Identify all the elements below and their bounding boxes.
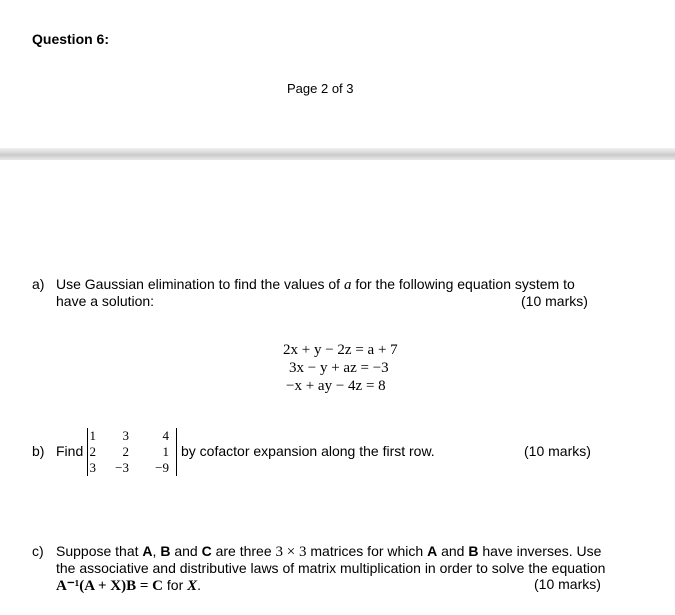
determinant-matrix (87, 428, 177, 476)
matrix-A: A (142, 543, 153, 559)
part-c-dims: 3 × 3 (275, 544, 307, 560)
equation-1: 2x + y − 2z = a + 7 (283, 342, 398, 358)
part-c-end: have inverses. Use (482, 543, 602, 559)
equation-3: −x + ay − 4z = 8 (286, 378, 386, 394)
part-c-post: matrices for which (310, 543, 424, 559)
matrix-cell: −9 (155, 460, 169, 475)
question-title: Question 6: (32, 31, 110, 47)
part-c-line1 (56, 543, 601, 561)
part-a-marks: (10 marks) (521, 293, 588, 309)
equation-2: 3x − y + az = −3 (289, 360, 389, 376)
matrix-cell: 4 (162, 428, 169, 443)
part-a-label: a) (32, 276, 45, 292)
part-c-mid: are three (215, 543, 272, 559)
matrix-X: X (187, 578, 198, 594)
part-c-equation: A⁻¹(A + X)B = C (56, 578, 164, 594)
part-a-var-a: a (343, 277, 352, 293)
part-c-label: c) (32, 543, 44, 559)
part-a-text-line1 (56, 276, 575, 294)
matrix-cell: −3 (115, 460, 129, 475)
page-divider (0, 148, 675, 160)
matrix-B-2: B (468, 543, 479, 559)
part-b-find: Find (56, 443, 84, 459)
part-c-for: for (166, 577, 184, 593)
part-b-label: b) (32, 443, 45, 459)
part-c-marks: (10 marks) (534, 576, 601, 592)
part-c-and-2: and (441, 543, 465, 559)
part-c-period: . (197, 577, 202, 593)
part-c-line2: the associative and distributive laws of matrix multiplication in order to solve the equation (56, 560, 606, 576)
part-a-text-pre: Use Gaussian elimination to find the values of (56, 276, 341, 292)
matrix-C: C (201, 543, 212, 559)
part-a-text-post: for the following equation system to (355, 276, 575, 292)
matrix-cell: 1 (162, 444, 169, 459)
part-b-marks: (10 marks) (524, 443, 591, 459)
matrix-cell: 2 (122, 444, 129, 459)
matrix-cell: 3 (122, 428, 129, 443)
part-b-text: by cofactor expansion along the first row. (181, 443, 435, 459)
matrix-cell: 1 (89, 428, 96, 443)
part-c-line3 (56, 576, 201, 595)
part-c-pre: Suppose that (56, 543, 139, 559)
matrix-cell: 2 (89, 444, 96, 459)
matrix-cell: 3 (89, 460, 96, 475)
matrix-A-2: A (427, 543, 438, 559)
part-a-text-line2: have a solution: (56, 293, 155, 309)
part-c-comma: , (152, 543, 157, 559)
page-number: Page 2 of 3 (287, 81, 354, 96)
part-c-and: and (174, 543, 198, 559)
matrix-B: B (160, 543, 171, 559)
